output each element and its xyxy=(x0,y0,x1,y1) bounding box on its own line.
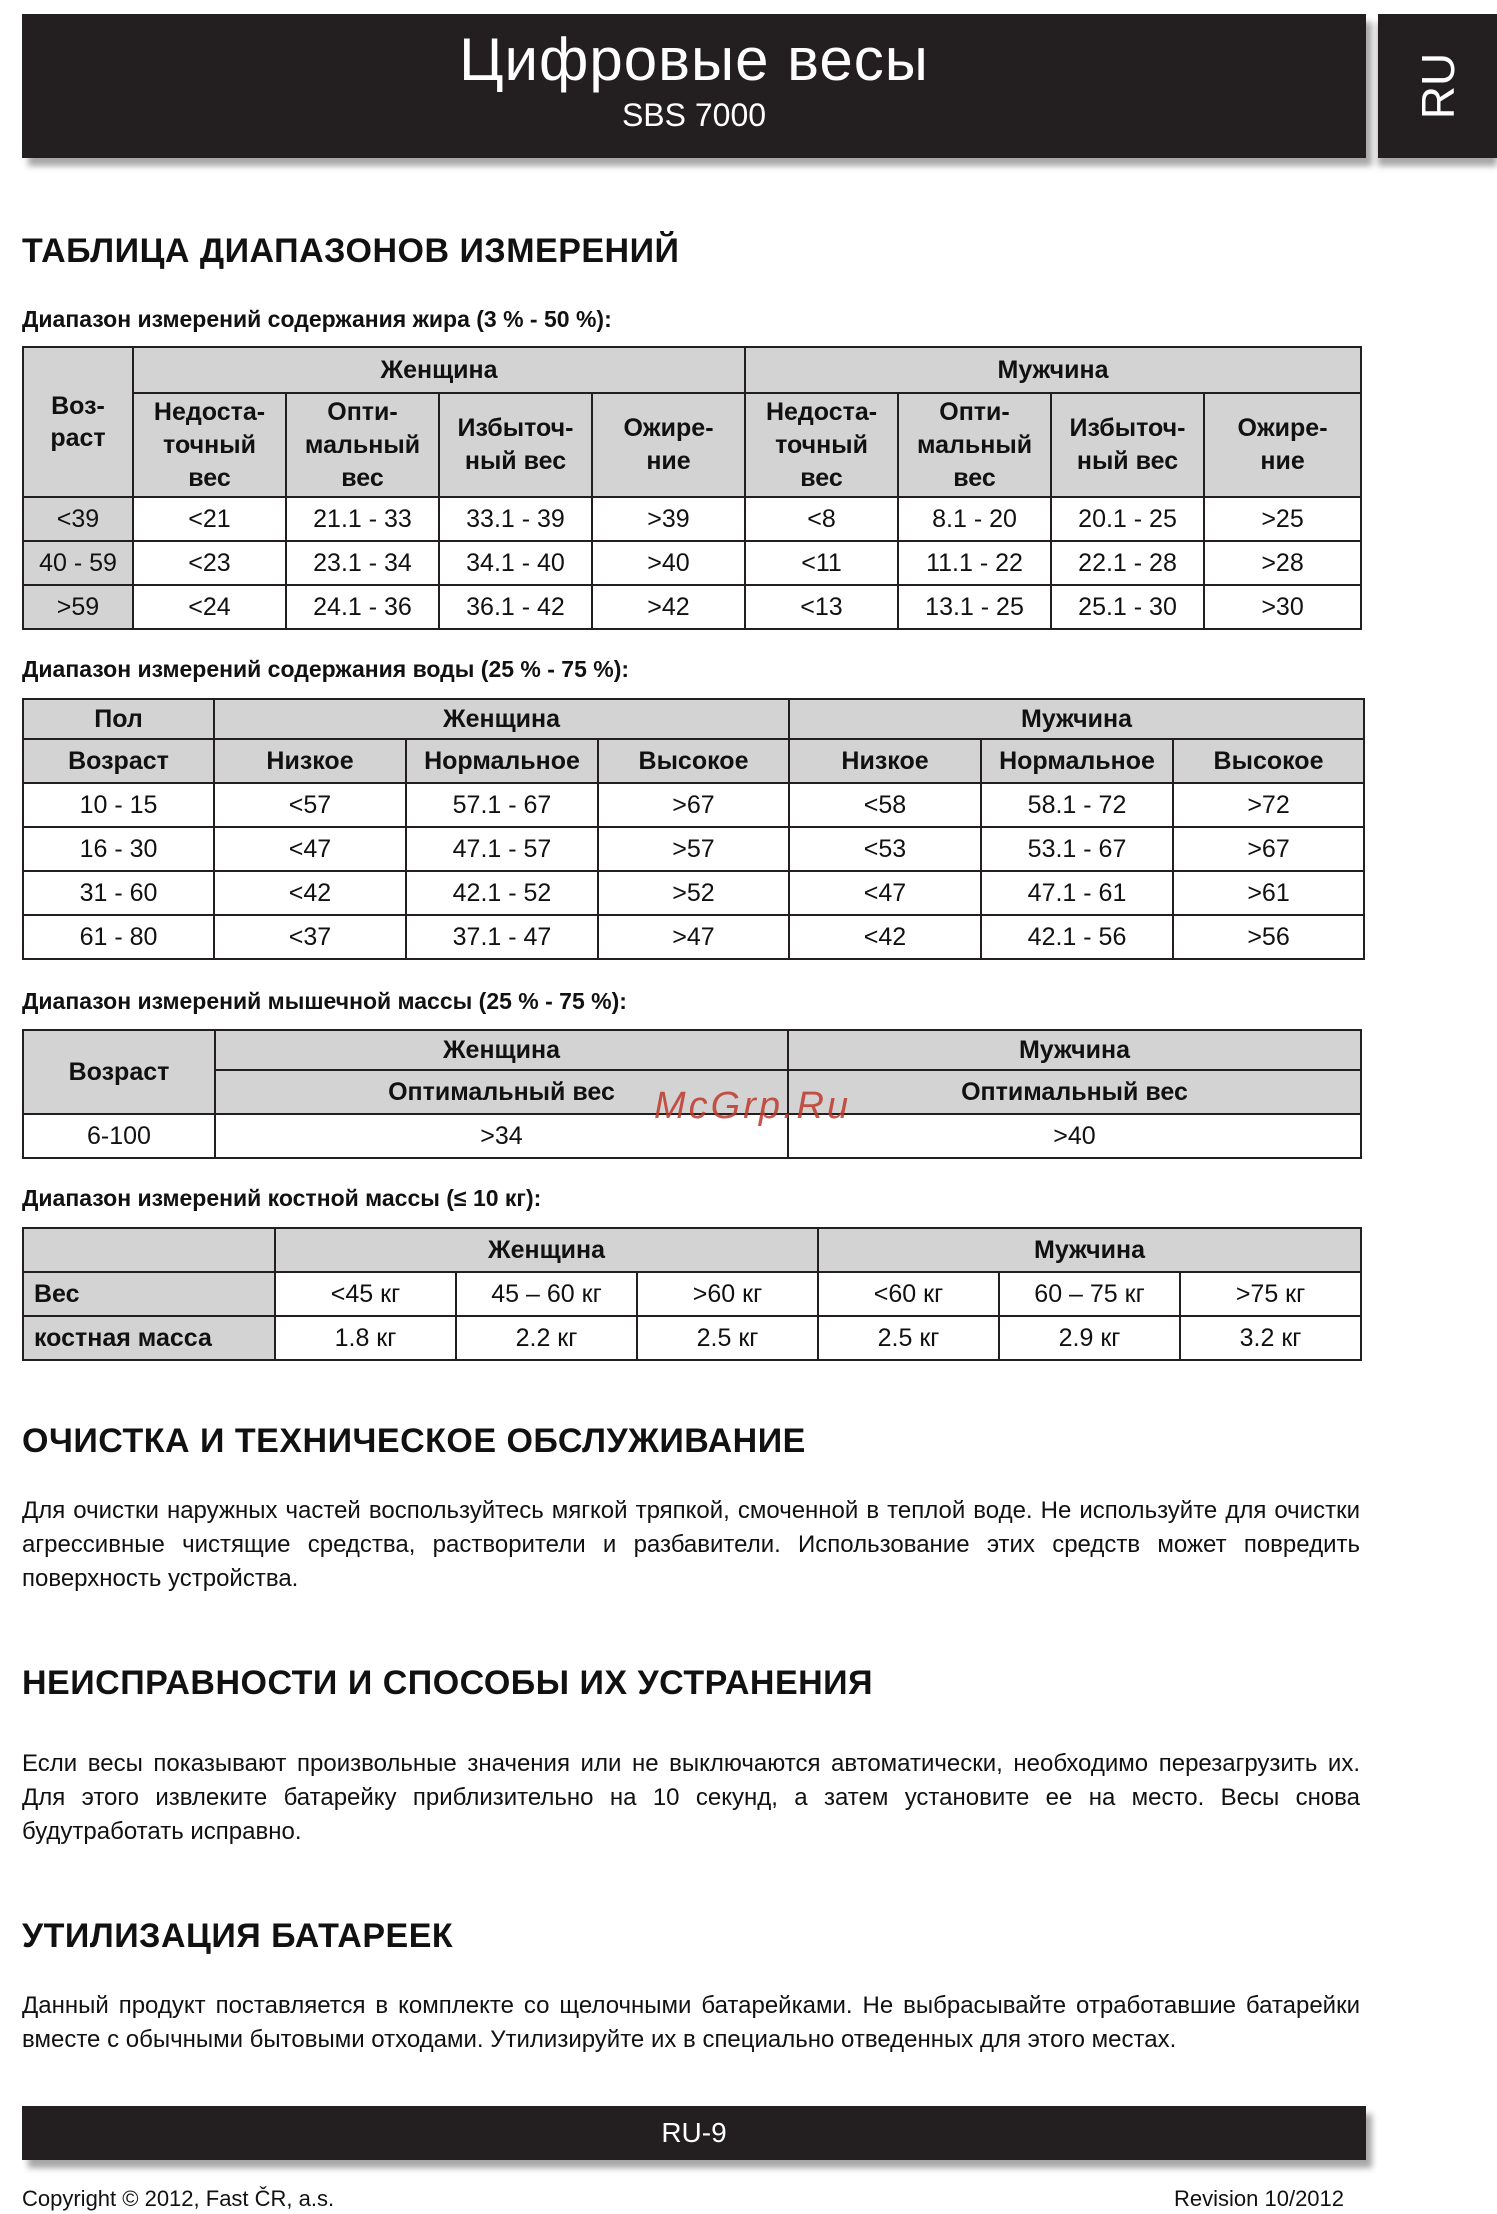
table-row xyxy=(23,1272,1361,1316)
fat-women-header: Женщина xyxy=(133,347,745,393)
table-cell: <39 xyxy=(23,497,133,541)
muscle-age-header: Возраст xyxy=(23,1030,215,1114)
table-cell: 16 - 30 xyxy=(23,827,214,871)
table-cell: <42 xyxy=(214,871,406,915)
table-cell: 58.1 - 72 xyxy=(981,783,1173,827)
table-cell: 20.1 - 25 xyxy=(1051,497,1204,541)
water-sex-header: Пол xyxy=(23,699,214,739)
table-cell: >47 xyxy=(598,915,789,959)
section-title-cleaning: ОЧИСТКА И ТЕХНИЧЕСКОЕ ОБСЛУЖИВАНИЕ xyxy=(22,1422,806,1460)
table-cell: <24 xyxy=(133,585,286,629)
table-cell: <47 xyxy=(789,871,981,915)
muscle-women-header: Женщина xyxy=(215,1030,788,1070)
page-header xyxy=(22,14,1366,158)
document-title: Цифровые весы xyxy=(459,26,929,93)
copyright: Copyright © 2012, Fast ČR, a.s. xyxy=(22,2186,335,2211)
muscle-col-header: Оптимальный вес xyxy=(788,1070,1361,1114)
table-cell: 31 - 60 xyxy=(23,871,214,915)
table-cell: >40 xyxy=(592,541,745,585)
revision: Revision 10/2012 xyxy=(1174,2186,1345,2211)
table-cell: 11.1 - 22 xyxy=(898,541,1051,585)
language-tab xyxy=(1378,14,1497,158)
table-cell: 42.1 - 52 xyxy=(406,871,598,915)
table-cell: >61 xyxy=(1173,871,1364,915)
fat-col-header: Избыточ- ный вес xyxy=(1051,393,1204,497)
fat-col-header: Опти- мальный вес xyxy=(898,393,1051,497)
bone-mass-label: костная масса xyxy=(23,1316,275,1360)
water-men-header: Мужчина xyxy=(789,699,1364,739)
table-cell: 2.2 кг xyxy=(456,1316,637,1360)
section-title-disposal: УТИЛИЗАЦИЯ БАТАРЕЕК xyxy=(22,1917,454,1955)
table-cell: 1.8 кг xyxy=(275,1316,456,1360)
table-cell: <53 xyxy=(789,827,981,871)
table-row xyxy=(23,915,1364,959)
table-cell: >34 xyxy=(215,1114,788,1158)
table-cell: 2.5 кг xyxy=(637,1316,818,1360)
table-cell: >40 xyxy=(788,1114,1361,1158)
table-row xyxy=(23,1316,1361,1360)
table-cell: 21.1 - 33 xyxy=(286,497,439,541)
table-cell: 57.1 - 67 xyxy=(406,783,598,827)
table-cell: 8.1 - 20 xyxy=(898,497,1051,541)
table-cell: >57 xyxy=(598,827,789,871)
water-women-header: Женщина xyxy=(214,699,789,739)
watermark: McGrp.Ru xyxy=(654,1085,852,1127)
table-cell: 37.1 - 47 xyxy=(406,915,598,959)
bone-table-title: Диапазон измерений костной массы (≤ 10 кг): xyxy=(22,1185,542,1211)
table-cell: <42 xyxy=(789,915,981,959)
water-col-header: Нормальное xyxy=(406,739,598,783)
table-row xyxy=(23,783,1364,827)
table-row xyxy=(23,871,1364,915)
table-cell: <57 xyxy=(214,783,406,827)
fat-table xyxy=(22,346,1362,630)
table-cell: 60 – 75 кг xyxy=(999,1272,1180,1316)
table-cell: >30 xyxy=(1204,585,1361,629)
table-cell: 47.1 - 57 xyxy=(406,827,598,871)
table-cell: 2.5 кг xyxy=(818,1316,999,1360)
page-number: RU-9 xyxy=(661,2117,727,2148)
table-cell: >67 xyxy=(1173,827,1364,871)
language-label: RU xyxy=(1411,52,1464,120)
table-cell: <47 xyxy=(214,827,406,871)
table-cell: >56 xyxy=(1173,915,1364,959)
table-cell: 23.1 - 34 xyxy=(286,541,439,585)
section-title-faults: НЕИСПРАВНОСТИ И СПОСОБЫ ИХ УСТРАНЕНИЯ xyxy=(22,1664,874,1702)
fat-col-header: Недоста- точный вес xyxy=(745,393,898,497)
table-cell: <58 xyxy=(789,783,981,827)
water-table-title: Диапазон измерений содержания воды (25 % - 75 %): xyxy=(22,656,630,682)
table-cell: 40 - 59 xyxy=(23,541,133,585)
table-cell: 33.1 - 39 xyxy=(439,497,592,541)
table-cell: <21 xyxy=(133,497,286,541)
table-cell: >67 xyxy=(598,783,789,827)
table-cell: <8 xyxy=(745,497,898,541)
table-cell: 42.1 - 56 xyxy=(981,915,1173,959)
water-age-header: Возраст xyxy=(23,739,214,783)
table-cell: >72 xyxy=(1173,783,1364,827)
fat-men-header: Мужчина xyxy=(745,347,1361,393)
water-col-header: Высокое xyxy=(598,739,789,783)
water-col-header: Нормальное xyxy=(981,739,1173,783)
fat-col-header: Недоста- точный вес xyxy=(133,393,286,497)
model-name: SBS 7000 xyxy=(621,97,767,133)
fat-col-header: Ожире- ние xyxy=(592,393,745,497)
table-row xyxy=(23,497,1361,541)
table-cell: 36.1 - 42 xyxy=(439,585,592,629)
bone-men-header: Мужчина xyxy=(818,1228,1361,1272)
table-row xyxy=(23,541,1361,585)
page-footer xyxy=(22,2106,1366,2160)
table-cell: 22.1 - 28 xyxy=(1051,541,1204,585)
table-cell: 45 – 60 кг xyxy=(456,1272,637,1316)
table-row xyxy=(23,827,1364,871)
bone-women-header: Женщина xyxy=(275,1228,818,1272)
muscle-men-header: Мужчина xyxy=(788,1030,1361,1070)
table-cell: >52 xyxy=(598,871,789,915)
table-cell: >60 кг xyxy=(637,1272,818,1316)
bone-table xyxy=(22,1227,1362,1361)
table-cell: 34.1 - 40 xyxy=(439,541,592,585)
water-col-header: Низкое xyxy=(214,739,406,783)
table-cell: <11 xyxy=(745,541,898,585)
water-col-header: Низкое xyxy=(789,739,981,783)
fat-table-title: Диапазон измерений содержания жира (3 % - 50 %): xyxy=(22,306,612,332)
table-cell: <13 xyxy=(745,585,898,629)
disposal-text: Данный продукт поставляется в комплекте со щелочными батарейками. Не выбрасывайте отработавшие батарейки вместе с обычными бытовыми отходами. Утилизируйте их в специально отведенных для этого местах. xyxy=(22,1992,1360,2053)
faults-text: Если весы показывают произвольные значения или не выключаются автоматически, необходимо перезагрузить их. Для этого извлеките батарейку приблизительно на 10 секунд, а затем установите ее на место. Весы снова будутработать исправно. xyxy=(22,1750,1360,1845)
water-table xyxy=(22,698,1365,960)
table-cell: 25.1 - 30 xyxy=(1051,585,1204,629)
table-cell: 47.1 - 61 xyxy=(981,871,1173,915)
table-cell: 53.1 - 67 xyxy=(981,827,1173,871)
table-cell: 2.9 кг xyxy=(999,1316,1180,1360)
table-cell: <45 кг xyxy=(275,1272,456,1316)
table-cell: >42 xyxy=(592,585,745,629)
table-cell: <60 кг xyxy=(818,1272,999,1316)
water-col-header: Высокое xyxy=(1173,739,1364,783)
bone-weight-label: Вес xyxy=(23,1272,275,1316)
table-cell: 10 - 15 xyxy=(23,783,214,827)
table-cell: >59 xyxy=(23,585,133,629)
table-cell: <23 xyxy=(133,541,286,585)
fat-age-header: Воз- раст xyxy=(23,347,133,497)
table-cell: >75 кг xyxy=(1180,1272,1361,1316)
bone-corner-cell xyxy=(23,1228,275,1272)
table-cell: 6-100 xyxy=(23,1114,215,1158)
table-cell: <37 xyxy=(214,915,406,959)
table-cell: 61 - 80 xyxy=(23,915,214,959)
table-cell: 13.1 - 25 xyxy=(898,585,1051,629)
table-cell: >25 xyxy=(1204,497,1361,541)
section-title-ranges: ТАБЛИЦА ДИАПАЗОНОВ ИЗМЕРЕНИЙ xyxy=(22,232,680,270)
fat-col-header: Опти- мальный вес xyxy=(286,393,439,497)
fat-col-header: Избыточ- ный вес xyxy=(439,393,592,497)
table-row xyxy=(23,585,1361,629)
cleaning-text: Для очистки наружных частей воспользуйтесь мягкой тряпкой, смоченной в теплой воде. Не используйте для очистки агрессивные чистящие средства, растворители и разбавители. Использование этих средств может повредить поверхность устройства. xyxy=(22,1497,1360,1592)
muscle-table-title: Диапазон измерений мышечной массы (25 % - 75 %): xyxy=(22,988,627,1014)
table-cell: >28 xyxy=(1204,541,1361,585)
muscle-col-header: Оптимальный вес xyxy=(215,1070,788,1114)
table-cell: 3.2 кг xyxy=(1180,1316,1361,1360)
fat-col-header: Ожире- ние xyxy=(1204,393,1361,497)
table-cell: >39 xyxy=(592,497,745,541)
table-cell: 24.1 - 36 xyxy=(286,585,439,629)
